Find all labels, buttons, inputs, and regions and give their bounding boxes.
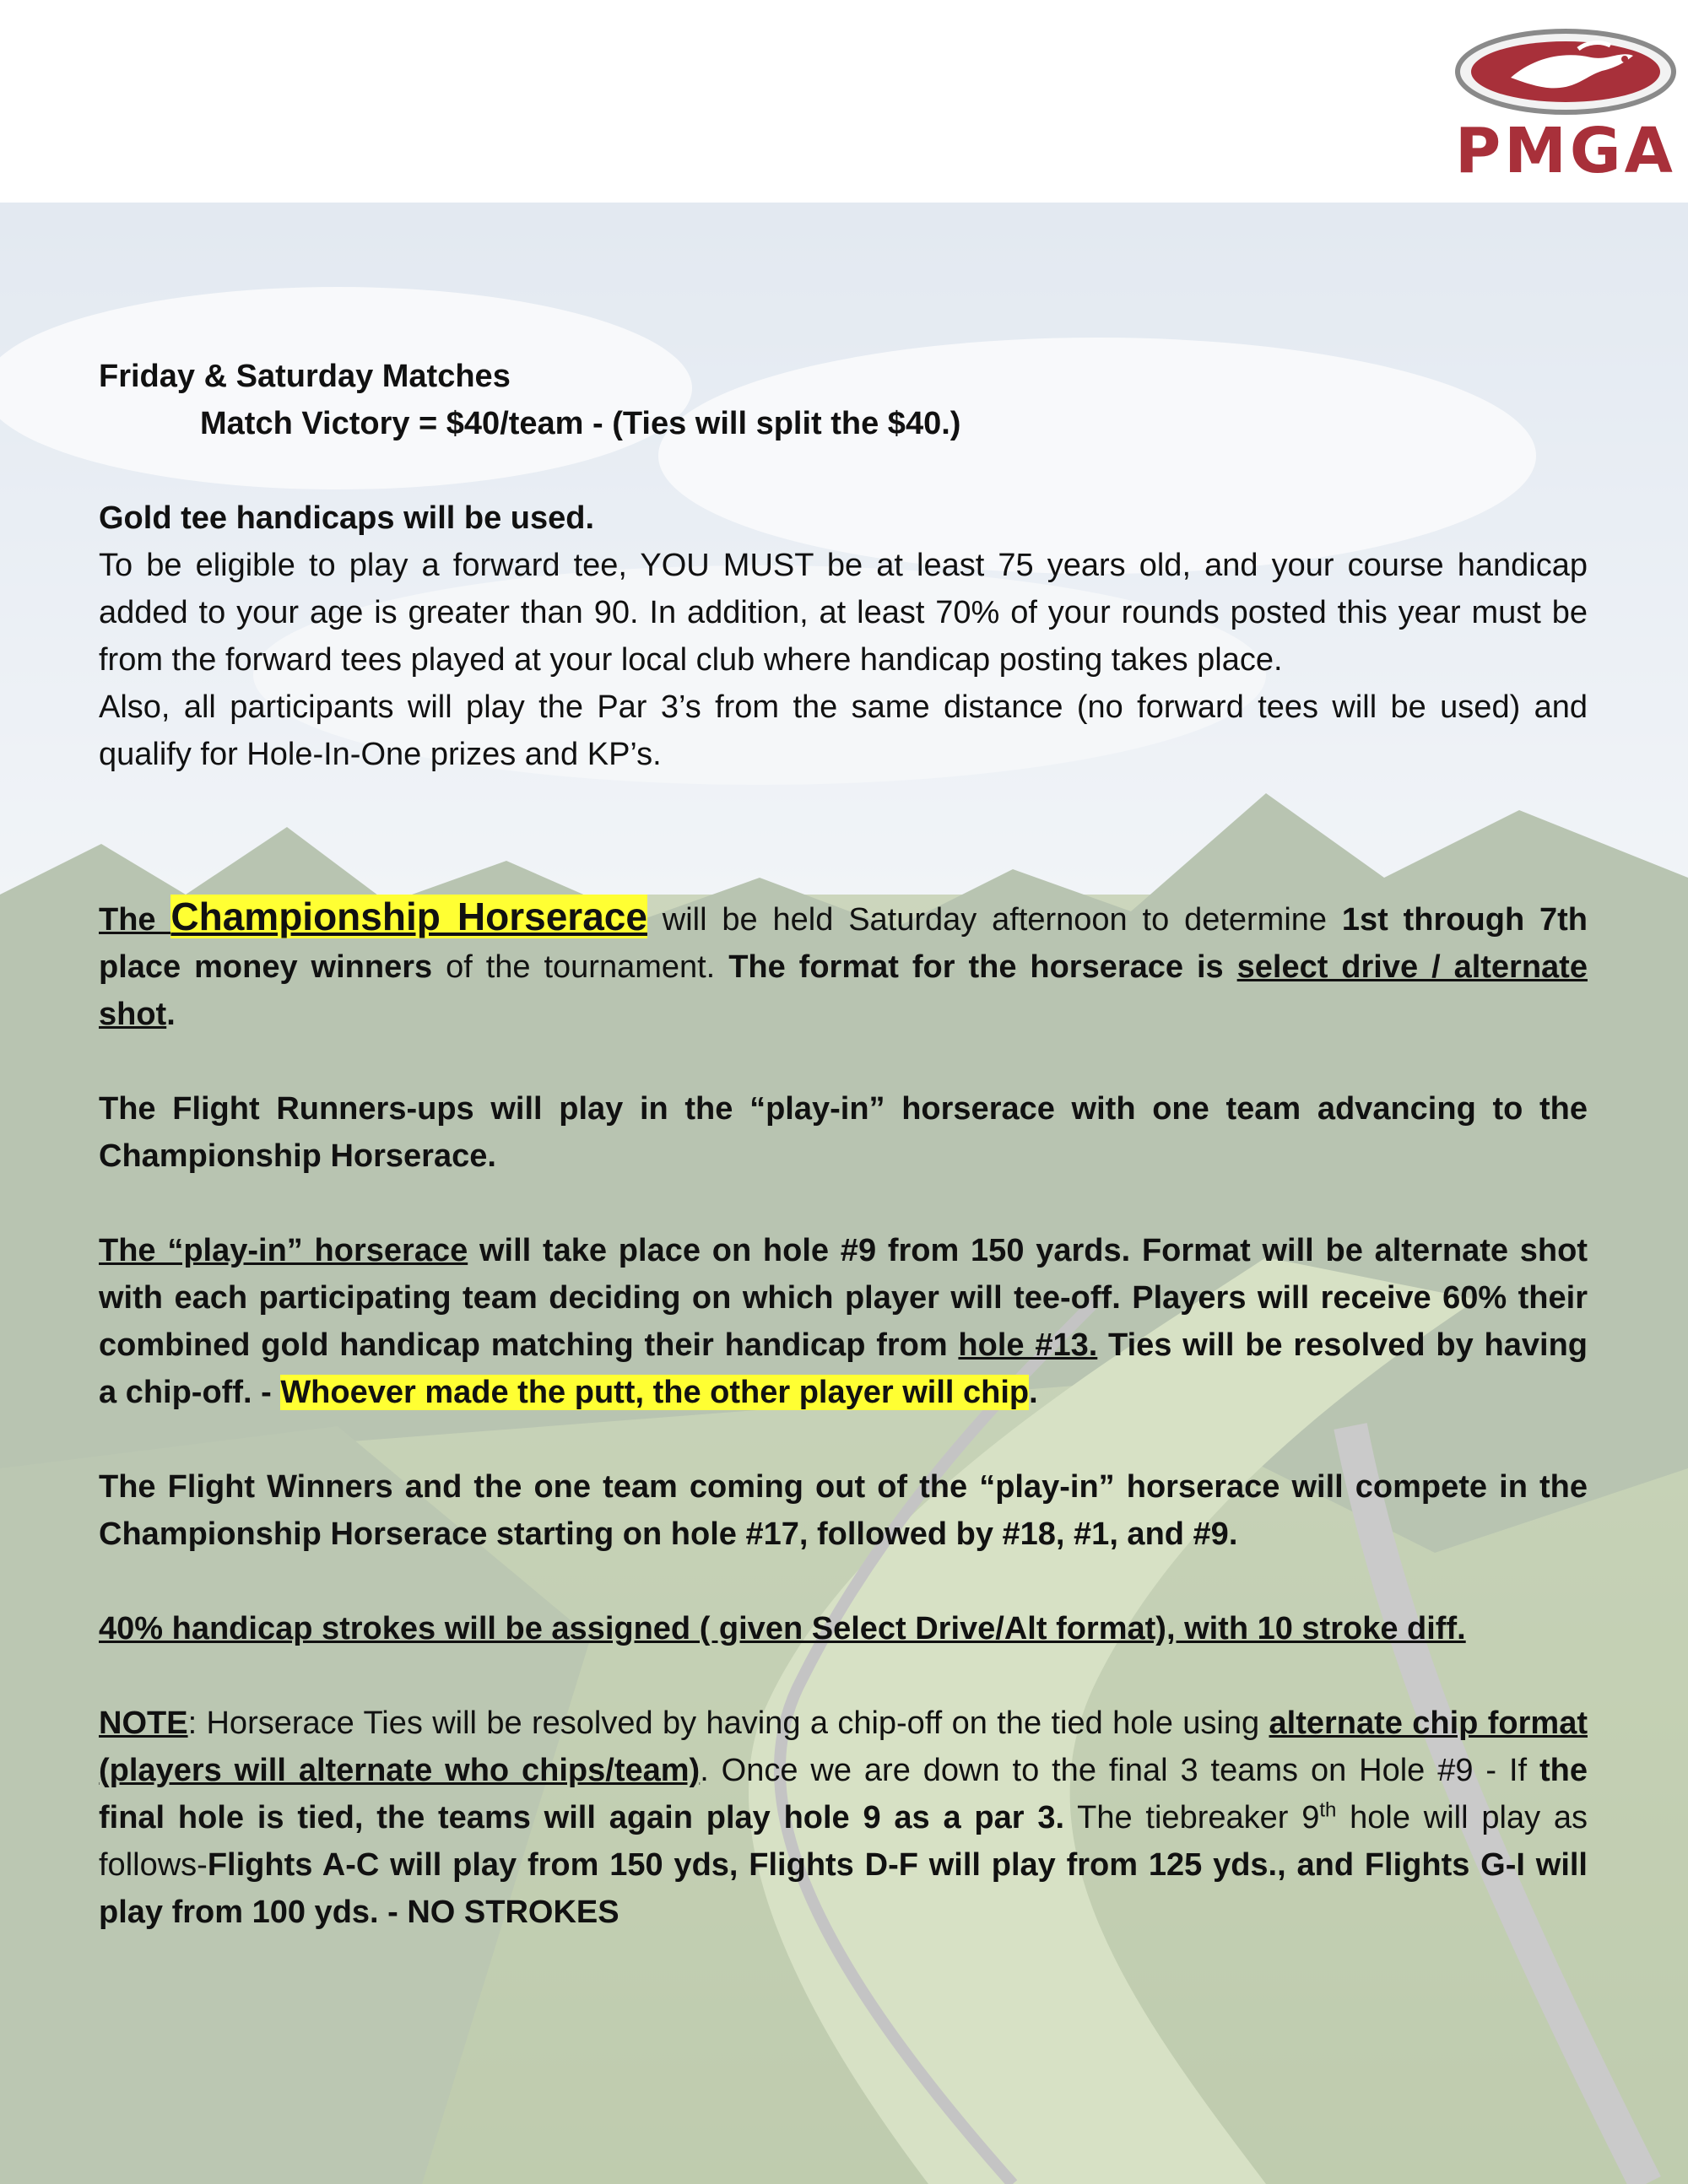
- note-paragraph: [99, 1700, 1588, 1936]
- note-text2: . Once we are down to the final 3 teams on Hole #9 - If: [700, 1753, 1539, 1788]
- playin-title: The “play-in” horserace: [99, 1233, 468, 1268]
- note-label: NOTE: [99, 1706, 188, 1741]
- horserace-places: 1st through 7th place money winners: [99, 902, 1588, 985]
- page-header: [0, 0, 1688, 203]
- logo-text: PMGA: [1455, 115, 1676, 187]
- horserace-of-tournament: of the tournament.: [432, 949, 729, 985]
- match-victory-text: Match Victory = $40/team - (Ties will split the $40.): [200, 406, 961, 441]
- runners-up-paragraph: The Flight Runners-ups will play in the “play-in” horserace with one team advancing to the Championship Horserace.: [99, 1091, 1588, 1174]
- horserace-paragraph: [99, 893, 1588, 1038]
- note-chip-format: alternate chip format (players will alternate who chips/team): [99, 1706, 1588, 1788]
- winners-paragraph: The Flight Winners and the one team coming out of the “play-in” horserace will compete in the Championship Horserace starting on hole #17, followed by #18, #1, and #9.: [99, 1469, 1588, 1552]
- playin-text2: Ties will be resolved by having a chip-off. -: [99, 1327, 1588, 1410]
- spacer: [99, 1558, 1588, 1605]
- pmga-logo: [1452, 25, 1680, 186]
- note-superscript: th: [1319, 1798, 1337, 1822]
- horserace-held-text: will be held Saturday afternoon to determine: [647, 902, 1342, 938]
- horserace-format: select drive / alternate shot: [99, 949, 1588, 1032]
- playin-text1: will take place on hole #9 from 150 yards. Format will be alternate shot with each participating team deciding on which player will tee-off. Players will receive 60% their combined gold handicap matching their handicap from: [99, 1233, 1588, 1363]
- spacer: [99, 1416, 1588, 1463]
- par3-paragraph: Also, all participants will play the Par 3’s from the same distance (no forward tees will be used) and qualify for Hole-In-One prizes and KP’s.: [99, 689, 1588, 772]
- playin-paragraph: [99, 1227, 1588, 1416]
- spacer: [99, 778, 1588, 846]
- eligibility-paragraph: To be eligible to play a forward tee, YOU MUST be at least 75 years old, and your course handicap added to your age is greater than 90. In addition, at least 70% of your rounds posted this year must be from the forward tees played at your local club where handicap posting takes place.: [99, 548, 1588, 678]
- strokes-paragraph: 40% handicap strokes will be assigned ( given Select Drive/Alt format), with 10 stroke diff.: [99, 1611, 1466, 1646]
- note-text4: hole will play as follows-: [99, 1800, 1588, 1883]
- note-tied: the final hole is tied, the teams will again play hole 9 as a par 3.: [99, 1753, 1588, 1835]
- matches-heading: Friday & Saturday Matches: [99, 359, 511, 394]
- handicap-heading: Gold tee handicaps will be used.: [99, 500, 595, 536]
- note-flights: Flights A-C will play from 150 yds, Flights D-F will play from 125 yds., and Flights G-I will play from 100 yds. - NO STROKES: [99, 1847, 1588, 1930]
- playin-period: .: [1029, 1375, 1038, 1410]
- playin-hole: hole #13.: [958, 1327, 1098, 1363]
- horserace-format-intro: The format for the horserace is: [728, 949, 1237, 985]
- spacer: [99, 846, 1588, 893]
- championship-horserace-title: Championship Horserace: [170, 895, 647, 938]
- document-body: [99, 353, 1588, 1936]
- spacer: [99, 1180, 1588, 1227]
- spacer: [99, 447, 1588, 495]
- playin-highlight: Whoever made the putt, the other player will chip: [280, 1375, 1030, 1410]
- horse-emblem-icon: [1452, 25, 1680, 118]
- horserace-period: .: [166, 997, 176, 1032]
- note-text3: The tiebreaker 9: [1064, 1800, 1320, 1835]
- note-text1: : Horserace Ties will be resolved by having a chip-off on the tied hole using: [187, 1706, 1269, 1741]
- spacer: [99, 1038, 1588, 1085]
- horserace-the: The: [99, 902, 171, 938]
- spacer: [99, 1652, 1588, 1700]
